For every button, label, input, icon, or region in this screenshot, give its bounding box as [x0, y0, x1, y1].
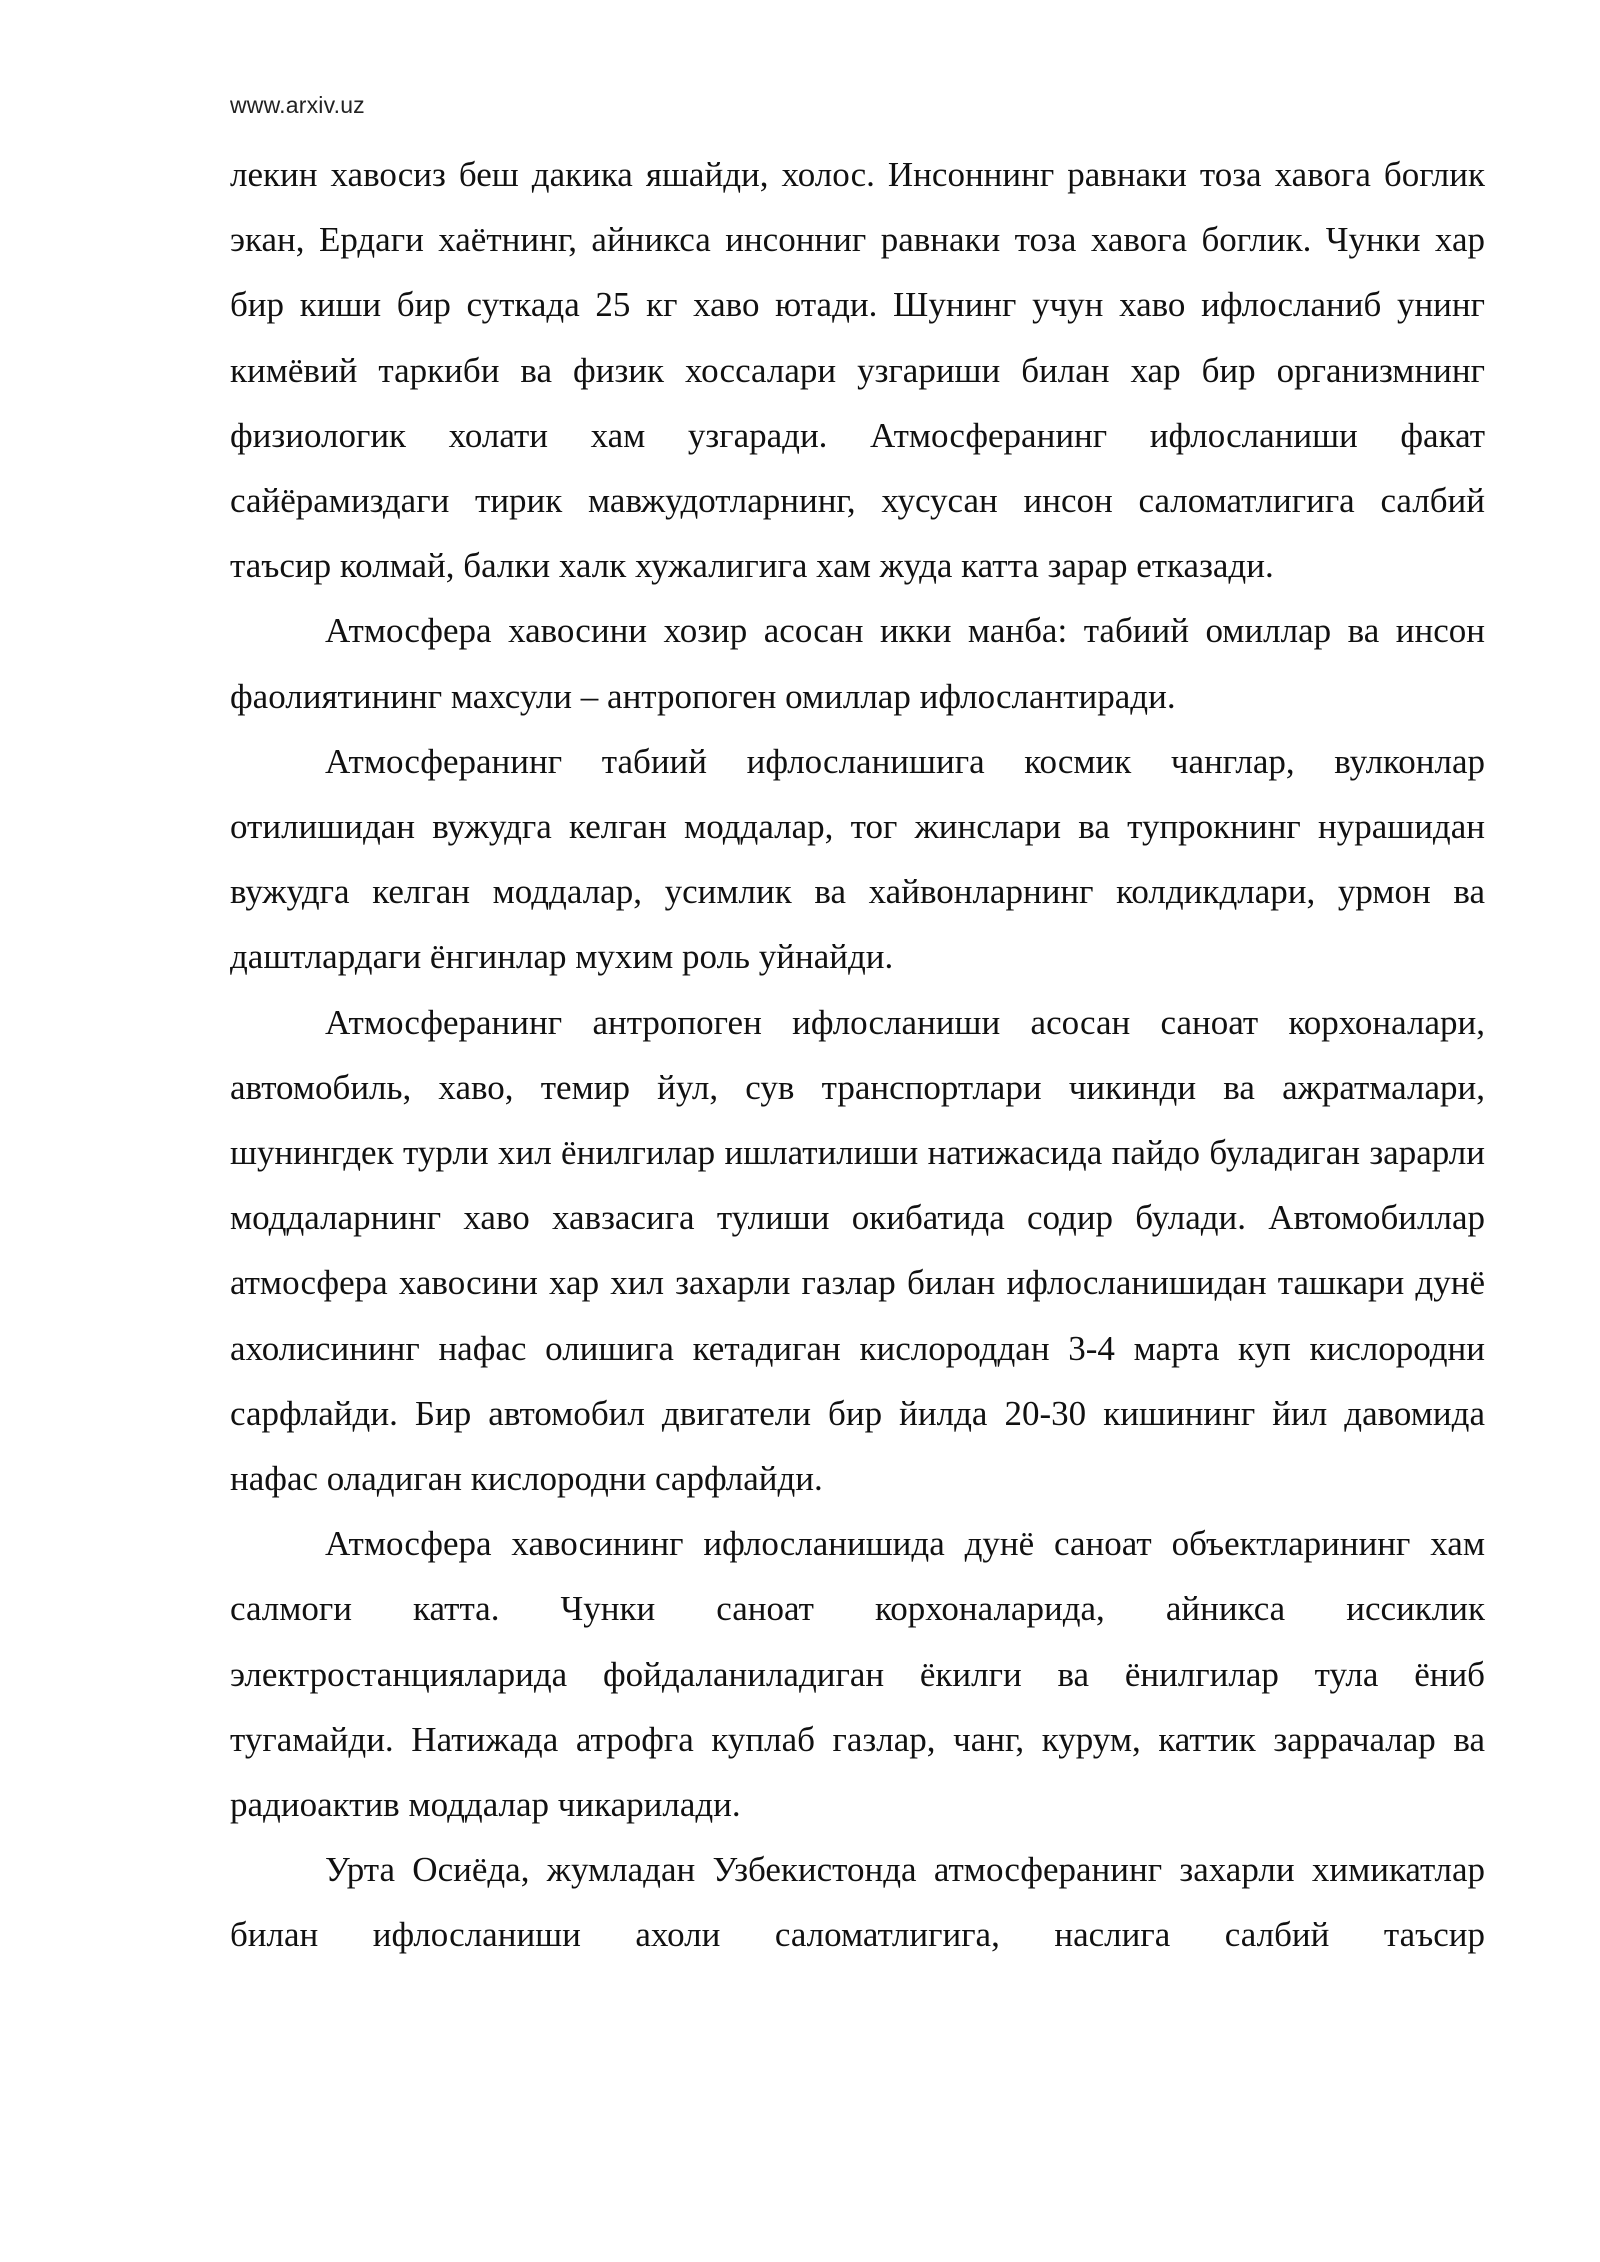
paragraph-5: Атмосфера хавосининг ифлосланишида дунё саноат объектларининг хам салмоги катта. Чунки саноат корхоналарида, айникса иссиклик электростанцияларида фойдаланиладиган ёкилги ва ёнилгилар тула ёниб тугамайди. Натижада атрофга куплаб газлар, чанг, курум, каттик заррачалар ва радиоактив моддалар чикарилади.	[230, 1524, 1485, 1825]
paragraph-6: Урта Осиёда, жумладан Узбекистонда атмосферанинг захарли химикатлар билан ифлосланиши ахоли саломатлигига, наслига салбий таъсир	[230, 1850, 1485, 1955]
paragraph-2: Атмосфера хавосини хозир асосан икки манба: табиий омиллар ва инсон фаолиятининг махсули – антропоген омиллар ифлослантиради.	[230, 611, 1485, 716]
document-body	[230, 142, 1485, 1968]
paragraph-4: Атмосферанинг антропоген ифлосланиши асосан саноат корхоналари, автомобиль, хаво, темир йул, сув транспортлари чикинди ва ажратмалари, шунингдек турли хил ёнилгилар ишлатилиши натижасида пайдо буладиган зарарли моддаларнинг хаво хавзасига тулиши окибатида содир булади. Автомобиллар атмосфера хавосини хар хил захарли газлар билан ифлосланишидан ташкари дунё ахолисининг нафас олишига кетадиган кислороддан 3-4 марта куп кислородни сарфлайди. Бир автомобил двигатели бир йилда 20-30 кишининг йил давомида нафас оладиган кислородни сарфлайди.	[230, 1002, 1485, 1499]
source-url: www.arxiv.uz	[230, 92, 365, 118]
paragraph-3: Атмосферанинг табиий ифлосланишига космик чанглар, вулконлар отилишидан вужудга келган моддалар, тог жинслари ва тупрокнинг нурашидан вужудга келган моддалар, усимлик ва хайвонларнинг колдикдлари, урмон ва даштлардаги ёнгинлар мухим роль уйнайди.	[230, 741, 1485, 977]
paragraph-1: лекин хавосиз беш дакика яшайди, холос. Инсоннинг равнаки тоза хавога боглик экан, Ердаги хаётнинг, айникса инсонниг равнаки тоза хавога боглик. Чунки хар бир киши бир суткада 25 кг хаво ютади. Шунинг учун хаво ифлосланиб унинг кимёвий таркиби ва физик хоссалари узгариши билан хар бир организмнинг физиологик холати хам узгаради. Атмосферанинг ифлосланиши факат сайёрамиздаги тирик мавжудотларнинг, хусусан инсон саломатлигига салбий таъсир колмай, балки халк хужалигига хам жуда катта зарар етказади.	[230, 155, 1485, 586]
